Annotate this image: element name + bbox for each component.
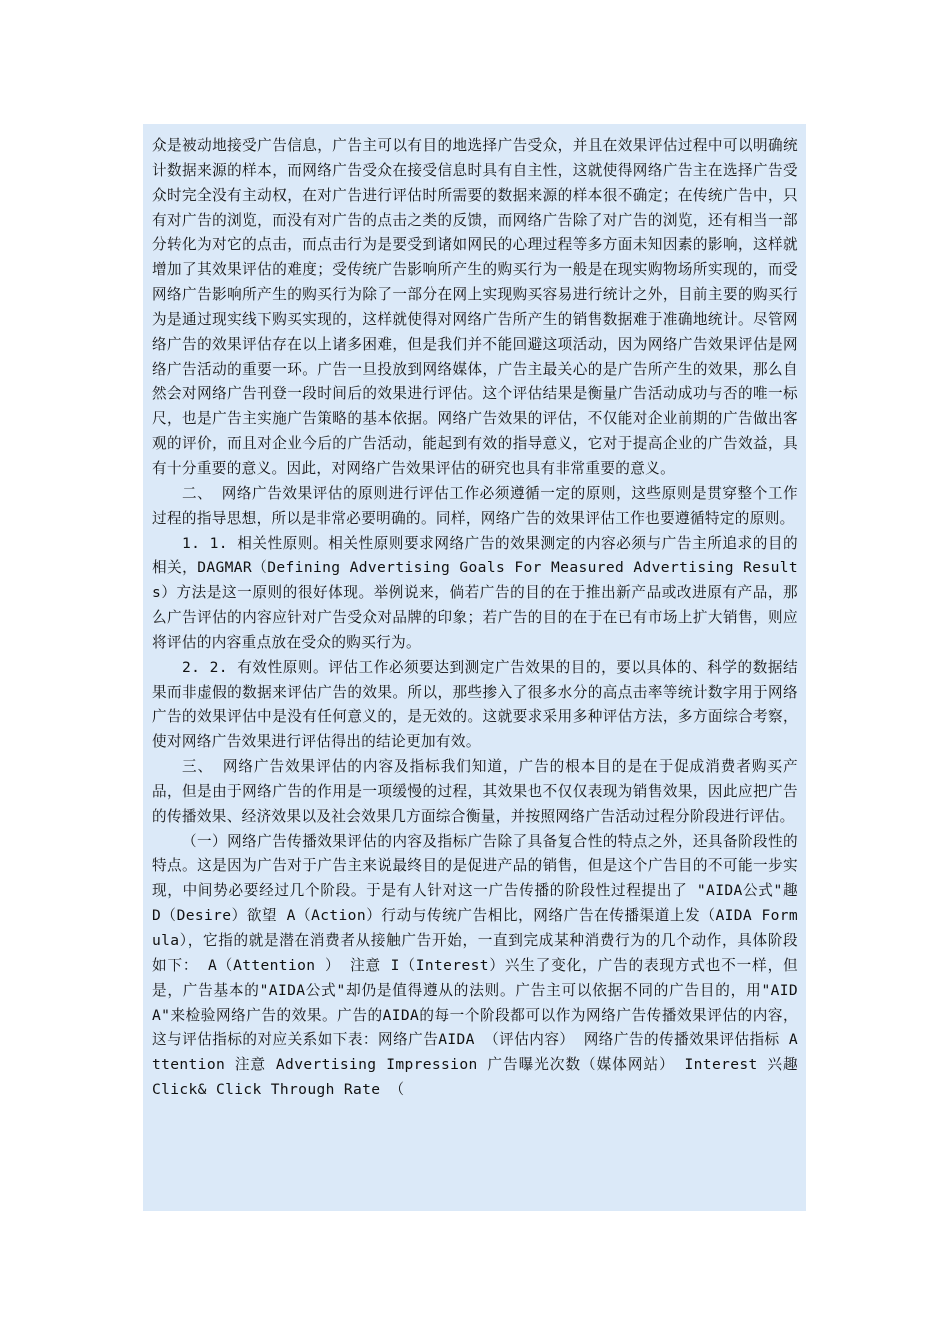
paragraph-section-two-principles: 二、 网络广告效果评估的原则进行评估工作必须遵循一定的原则，这些原则是贯穿整个工作过程的指导思想，所以是非常必要明确的。同样，网络广告的效果评估工作也要遵循特定的原则。: [152, 484, 798, 527]
paragraph-intro-continued: 众是被动地接受广告信息，广告主可以有目的地选择广告受众，并且在效果评估过程中可以明确统计数据来源的样本，而网络广告受众在接受信息时具有自主性，这就使得网络广告主在选择广告受众时完全没有主动权，在对广告进行评估时所需要的数据来源的样本很不确定；在传统广告中，只有对广告的浏览，而没有对广告的点击之类的反馈，而网络广告除了对广告的浏览，还有相当一部分转化为对它的点击，而点击行为是要受到诸如网民的心理过程等多方面未知因素的影响，这样就增加了其效果评估的难度；受传统广告影响所产生的购买行为一般是在现实购物场所实现的，而受网络广告影响所产生的购买行为除了一部分在网上实现购买容易进行统计之外，目前主要的购买行为是通过现实线下购买实现的，这样就使得对网络广告所产生的销售数据难于准确地统计。尽管网络广告的效果评估存在以上诸多困难，但是我们并不能回避这项活动，因为网络广告效果评估是网络广告活动的重要一环。广告一旦投放到网络媒体，广告主最关心的是广告所产生的效果，那么自然会对网络广告刊登一段时间后的效果进行评估。这个评估结果是衡量广告活动成功与否的唯一标尺，也是广告主实施广告策略的基本依据。网络广告效果的评估，不仅能对企业前期的广告做出客观的评价，而且对企业今后的广告活动，能起到有效的指导意义，它对于提高企业的广告效益，具有十分重要的意义。因此，对网络广告效果评估的研究也具有非常重要的意义。: [152, 137, 798, 477]
article-text-block: [143, 124, 806, 1211]
paragraph-aida-formula: （一）网络广告传播效果评估的内容及指标广告除了具备复合性的特点之外，还具备阶段性的特点。这是因为广告对于广告主来说最终目的是促进产品的销售，但是这个广告目的不可能一步实现，中间势必要经过几个阶段。于是有人针对这一广告传播的阶段性过程提出了 "AIDA公式"趣 D（Desire）欲望 A（Action）行动与传统广告相比，网络广告在传播渠道上发（AIDA Formula），它指的就是潜在消费者从接触广告开始，一直到完成某种消费行为的几个动作，具体阶段如下： A（Attention ） 注意 I（Interest）兴生了变化，广告的表现方式也不一样，但是，广告基本的"AIDA公式"却仍是值得遵从的法则。广告主可以依据不同的广告目的，用"AIDA"来检验网络广告的效果。广告的AIDA的每一个阶段都可以作为网络广告传播效果评估的内容，这与评估指标的对应关系如下表：网络广告AIDA （评估内容） 网络广告的传播效果评估指标 Attention 注意 Advertising Impression 广告曝光次数（媒体网站） Interest 兴趣 Click& Click Through Rate （: [152, 832, 798, 1099]
paragraph-relevance-principle: 1. 1. 相关性原则。相关性原则要求网络广告的效果测定的内容必须与广告主所追求的目的相关，DAGMAR（Defining Advertising Goals For Measured Advertising Results）方法是这一原则的很好体现。举例说来，倘若广告的目的在于推出新产品或改进原有产品，那么广告评估的内容应针对广告受众对品牌的印象；若广告的目的在于在已有市场上扩大销售，则应将评估的内容重点放在受众的购买行为。: [152, 534, 798, 651]
paragraph-validity-principle: 2. 2. 有效性原则。评估工作必须要达到测定广告效果的目的，要以具体的、科学的数据结果而非虚假的数据来评估广告的效果。所以，那些掺入了很多水分的高点击率等统计数字用于网络广告的效果评估中是没有任何意义的，是无效的。这就要求采用多种评估方法，多方面综合考察，使对网络广告效果进行评估得出的结论更加有效。: [152, 658, 798, 751]
paragraph-section-three-content: 三、 网络广告效果评估的内容及指标我们知道，广告的根本目的是在于促成消费者购买产品，但是由于网络广告的作用是一项缓慢的过程，其效果也不仅仅表现为销售效果，因此应把广告的传播效果、经济效果以及社会效果几方面综合衡量，并按照网络广告活动过程分阶段进行评估。: [152, 758, 798, 825]
